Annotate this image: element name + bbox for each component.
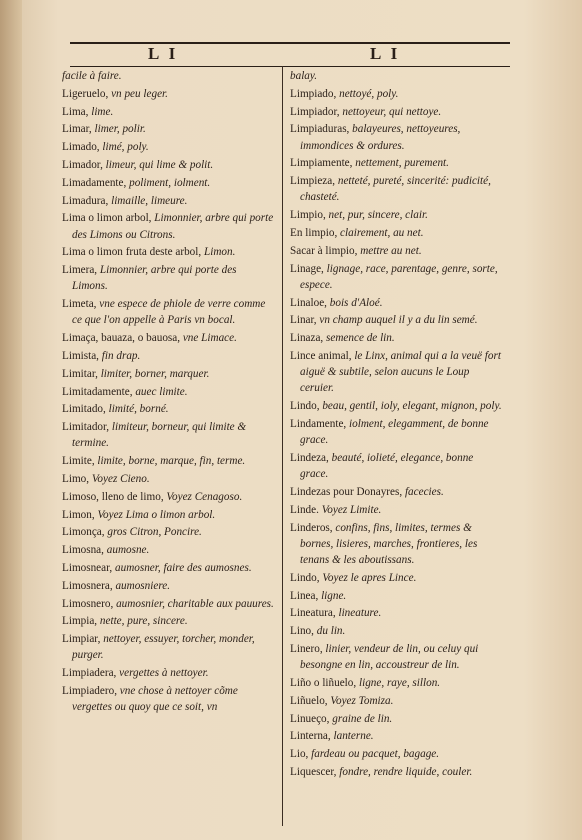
entry-headword: Linaza, [290, 332, 327, 345]
entry-definition: le Linx, animal qui a la veuë fort aiguë & subtile, selon aucuns le Loup ceruier. [300, 349, 501, 395]
entry-definition: netteté, pureté, sincerité: pudicité, chasteté. [300, 175, 491, 204]
entry-definition: auec limite. [135, 385, 188, 398]
entry-headword: Lineatura, [290, 607, 339, 620]
entry-definition: bois d'Aloé. [329, 296, 383, 309]
dictionary-entry [290, 450, 502, 482]
entry-headword: Lindamente, [290, 417, 350, 430]
dictionary-entry [290, 312, 502, 328]
dictionary-entry [290, 68, 502, 84]
entry-definition: du lin. [316, 625, 346, 638]
dictionary-entry [290, 641, 502, 673]
entry-definition: gros Citron, Poncire. [107, 526, 202, 539]
dictionary-entry [290, 605, 502, 621]
dictionary-entry [290, 693, 502, 709]
entry-headword: Linea, [290, 589, 322, 602]
entry-definition: aumosnier, charitable aux pauures. [116, 597, 274, 610]
entry-headword: Liñuelo, [290, 694, 331, 707]
dictionary-entry [290, 225, 502, 241]
dictionary-entry [62, 175, 274, 191]
entry-headword: En limpio, [290, 226, 341, 239]
entry-definition: facecies. [404, 485, 444, 498]
dictionary-entry [62, 330, 274, 346]
entry-headword: Lino, [290, 625, 317, 638]
entry-headword: Limitador, [62, 421, 112, 434]
entry-headword: Limadura, [62, 194, 112, 207]
entry-definition: aumosner, faire des aumosnes. [115, 561, 252, 574]
dictionary-entry [62, 560, 274, 576]
entry-definition: vne Limace. [182, 332, 237, 345]
entry-definition: iolment, elegamment, de bonne grace. [300, 417, 489, 447]
entry-headword: Lima o limon fruta deste arbol, [62, 246, 204, 259]
dictionary-entry [62, 86, 274, 102]
entry-definition: vergettes à nettoyer. [119, 667, 209, 680]
dictionary-entry [62, 507, 274, 523]
dictionary-entry [290, 711, 502, 727]
header-left-guide: L I [148, 44, 179, 63]
entry-headword: Limoso, lleno de limo, [62, 490, 167, 503]
dictionary-entry [290, 398, 502, 414]
entry-headword: Limosna, [62, 544, 107, 557]
entry-headword: Limpiar, [62, 633, 104, 646]
dictionary-entry [290, 728, 502, 744]
entry-headword: Limera, [62, 264, 100, 277]
entry-definition: lanterne. [333, 730, 374, 743]
dictionary-entry [62, 139, 274, 155]
entry-definition: lime. [91, 105, 114, 118]
entry-definition: confins, fins, limites, termes & bornes, lisieres, marches, frontieres, les tenans & les aboutissans. [300, 521, 478, 566]
entry-definition: vne chose à nettoyer cõme vergettes ou quoy que ce soit, vn [72, 684, 238, 714]
entry-definition: vne espece de phiole de verre comme ce que l'on appelle à Paris vn bocal. [72, 298, 266, 327]
entry-definition: Voyez Tomiza. [330, 694, 394, 707]
entry-headword: Lindo, [290, 400, 323, 413]
dictionary-entry [290, 675, 502, 691]
entry-definition: ligne. [321, 589, 347, 602]
dictionary-entry [290, 416, 502, 448]
left-column [62, 68, 274, 717]
entry-definition: linier, vendeur de lin, ou celuy qui besongne en lin, accoustreur de lin. [300, 642, 479, 672]
entry-definition: vn champ auquel il y a du lin semé. [319, 314, 478, 327]
entry-definition: mettre au net. [360, 244, 422, 257]
entry-headword: Limar, [62, 123, 95, 136]
dictionary-entry [290, 173, 502, 205]
entry-definition: limiter, borner, marquer. [100, 367, 210, 380]
dictionary-entry [62, 471, 274, 487]
entry-definition: lineature. [338, 607, 382, 620]
entry-headword: Limpiador, [290, 105, 343, 118]
dictionary-entry [290, 207, 502, 223]
entry-definition: poliment, iolment. [129, 176, 211, 189]
entry-headword: Limpieza, [290, 175, 338, 188]
dictionary-entry [290, 121, 502, 153]
entry-headword: Limpiadero, [62, 684, 120, 697]
entry-headword: Limitadamente, [62, 385, 136, 398]
entry-headword: Lince animal, [290, 349, 355, 362]
entry-headword: Limpiadera, [62, 667, 120, 680]
entry-definition: Voyez Limite. [321, 503, 382, 516]
entry-definition: Voyez le apres Lince. [322, 571, 417, 584]
entry-headword: Lindo, [290, 571, 323, 584]
entry-definition: ligne, raye, sillon. [358, 676, 441, 689]
entry-headword: Limosnera, [62, 579, 116, 592]
dictionary-entry [290, 86, 502, 102]
header-rule-top [70, 42, 510, 44]
entry-definition: nettement, purement. [355, 157, 449, 170]
entry-definition: facile à faire. [62, 70, 122, 82]
entry-definition: lignage, race, parentage, genre, sorte, espece. [300, 262, 498, 291]
entry-definition: fondre, rendre liquide, couler. [339, 765, 473, 778]
entry-definition: limé, poly. [102, 141, 149, 154]
dictionary-entry [290, 502, 502, 518]
dictionary-entry [290, 261, 502, 293]
entry-definition: Voyez Lima o limon arbol. [97, 508, 216, 521]
entry-definition: aumosne. [106, 544, 150, 557]
entry-definition: fin drap. [101, 349, 141, 362]
entry-definition: nettoyé, poly. [339, 87, 399, 100]
entry-headword: Lio, [290, 748, 312, 761]
dictionary-entry [62, 665, 274, 681]
entry-headword: Lima, [62, 105, 92, 118]
entry-headword: Linaloe, [290, 296, 330, 309]
entry-headword: Limadamente, [62, 176, 130, 189]
entry-headword: Limaça, bauaza, o bauosa, [62, 332, 183, 345]
dictionary-entry [62, 262, 274, 294]
dictionary-entry [62, 193, 274, 209]
entry-headword: Linage, [290, 262, 327, 275]
entry-definition: limité, borné. [108, 403, 169, 416]
entry-definition: limite, borne, marque, fin, terme. [97, 455, 246, 468]
dictionary-entry [290, 348, 502, 397]
entry-headword: Limon, [62, 508, 98, 521]
dictionary-entry [290, 520, 502, 569]
page-gutter [0, 0, 22, 840]
entry-headword: Limeta, [62, 298, 100, 311]
entry-definition: beau, gentil, ioly, elegant, mignon, poly. [322, 400, 502, 413]
entry-headword: Limpia, [62, 615, 100, 628]
dictionary-entry [62, 419, 274, 451]
entry-headword: Sacar à limpio, [290, 244, 361, 257]
entry-headword: Lindeza, [290, 451, 332, 464]
dictionary-entry [62, 401, 274, 417]
entry-headword: Linterna, [290, 730, 334, 743]
dictionary-entry [290, 104, 502, 120]
dictionary-entry [290, 484, 502, 500]
entry-headword: Limite, [62, 455, 98, 468]
entry-definition: semence de lin. [326, 332, 395, 345]
entry-headword: Lima o limon arbol, [62, 212, 155, 225]
entry-definition: clairement, au net. [340, 226, 424, 239]
dictionary-entry [62, 348, 274, 364]
entry-definition: vn peu leger. [111, 87, 168, 100]
dictionary-entry [62, 384, 274, 400]
dictionary-entry [62, 244, 274, 260]
dictionary-entry [62, 683, 274, 715]
dictionary-entry [62, 578, 274, 594]
dictionary-entry [290, 764, 502, 780]
entry-definition: beauté, iolieté, elegance, bonne grace. [300, 451, 474, 481]
entry-headword: Linde. [290, 503, 322, 516]
entry-headword: Limpiado, [290, 87, 340, 100]
dictionary-entry [290, 588, 502, 604]
entry-headword: Limonça, [62, 526, 108, 539]
entry-definition: limeur, qui lime & polit. [105, 158, 214, 171]
dictionary-entry [62, 596, 274, 612]
entry-definition: Voyez Cenagoso. [166, 490, 243, 503]
entry-headword: Limitar, [62, 367, 101, 380]
dictionary-entry [62, 542, 274, 558]
entry-headword: Limador, [62, 158, 106, 171]
entry-headword: Linero, [290, 642, 326, 655]
entry-definition: Limonnier, arbre qui porte des Limons ou Citrons. [72, 212, 274, 241]
entry-headword: Limado, [62, 141, 103, 154]
dictionary-entry [290, 155, 502, 171]
entry-definition: balayeures, nettoyeures, immondices & ordures. [300, 123, 461, 152]
dictionary-entry [290, 243, 502, 259]
entry-headword: Limpiaduras, [290, 123, 353, 136]
header-rule-bottom [70, 66, 510, 67]
dictionary-entry [290, 623, 502, 639]
dictionary-entry [62, 453, 274, 469]
entry-definition: balay. [290, 70, 318, 82]
entry-definition: nette, pure, sincere. [99, 615, 188, 628]
entry-definition: Limon. [203, 246, 236, 259]
dictionary-entry [62, 296, 274, 328]
entry-headword: Linderos, [290, 521, 336, 534]
entry-headword: Limosnero, [62, 597, 117, 610]
dictionary-entry [62, 631, 274, 663]
dictionary-entry [62, 157, 274, 173]
entry-definition: limiteur, borneur, qui limite & termine. [72, 421, 247, 450]
dictionary-entry [62, 366, 274, 382]
column-divider [282, 66, 283, 826]
dictionary-entry [290, 295, 502, 311]
entry-definition: nettoyeur, qui nettoye. [342, 105, 442, 118]
entry-definition: graine de lin. [332, 712, 393, 725]
entry-definition: Voyez Cieno. [91, 472, 150, 485]
entry-definition: limaille, limeure. [111, 194, 188, 207]
dictionary-entry [62, 613, 274, 629]
right-column [290, 68, 502, 782]
entry-definition: Limonnier, arbre qui porte des Limons. [72, 264, 237, 293]
dictionary-entry [290, 570, 502, 586]
entry-headword: Linar, [290, 314, 320, 327]
entry-definition: net, pur, sincere, clair. [328, 209, 428, 222]
entry-headword: Liquescer, [290, 765, 340, 778]
entry-headword: Limista, [62, 349, 102, 362]
dictionary-entry [290, 330, 502, 346]
entry-headword: Limpiamente, [290, 157, 356, 170]
entry-headword: Ligeruelo, [62, 87, 112, 100]
entry-definition: aumosniere. [115, 579, 171, 592]
entry-headword: Lindezas pour Donayres, [290, 485, 405, 498]
dictionary-entry [62, 121, 274, 137]
dictionary-entry [62, 489, 274, 505]
entry-headword: Limitado, [62, 403, 109, 416]
header-right-guide: L I [370, 44, 401, 63]
dictionary-entry [290, 746, 502, 762]
entry-headword: Limo, [62, 472, 92, 485]
dictionary-entry [62, 210, 274, 242]
entry-headword: Linueço, [290, 712, 333, 725]
dictionary-entry [62, 524, 274, 540]
entry-definition: fardeau ou pacquet, bagage. [311, 748, 440, 761]
entry-headword: Limpio, [290, 209, 329, 222]
entry-definition: nettoyer, essuyer, torcher, monder, purger. [72, 633, 255, 662]
entry-headword: Liño o liñuelo, [290, 676, 359, 689]
dictionary-entry [62, 104, 274, 120]
entry-definition: limer, polir. [94, 123, 146, 136]
dictionary-entry [62, 68, 274, 84]
entry-headword: Limosnear, [62, 561, 115, 574]
